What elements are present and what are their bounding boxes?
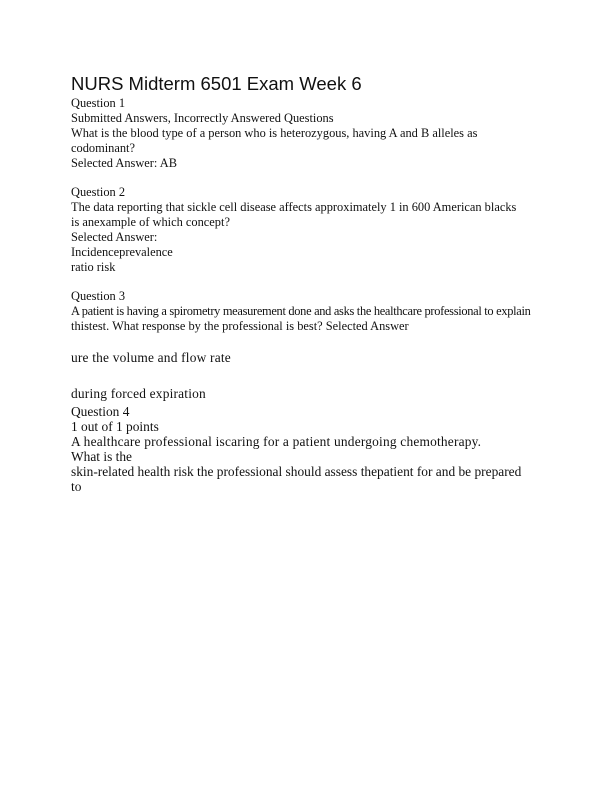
- question-4-heading: Question 4: [71, 404, 130, 419]
- question-4-points: 1 out of 1 points: [71, 419, 159, 434]
- question-3-answer-line-1: ure the volume and flow rate: [71, 350, 231, 365]
- question-1-text-line-2: codominant?: [71, 141, 135, 155]
- question-2-text-line-2: is anexample of which concept?: [71, 215, 230, 229]
- question-3-answer-line-2: during forced expiration: [71, 386, 206, 401]
- question-1-heading: Question 1: [71, 96, 126, 110]
- question-2-heading: Question 2: [71, 185, 126, 199]
- question-4-text-line-2: What is the: [71, 449, 132, 464]
- question-2-answer-line-1: Incidenceprevalence: [71, 245, 173, 259]
- question-1-selected-answer: Selected Answer: AB: [71, 156, 177, 170]
- question-3-heading: Question 3: [71, 289, 126, 303]
- question-4-text-line-3: skin-related health risk the professional should assess thepatient for and be prepared: [71, 464, 522, 479]
- question-2-answer-line-2: ratio risk: [71, 260, 116, 274]
- question-1-status: Submitted Answers, Incorrectly Answered Questions: [71, 111, 334, 125]
- question-1-text-line-1: What is the blood type of a person who is heterozygous, having A and B alleles as: [71, 126, 478, 140]
- question-2-selected-answer-label: Selected Answer:: [71, 230, 158, 244]
- question-3-text-line-1: A patient is having a spirometry measurement done and asks the healthcare professional to explain: [71, 304, 531, 318]
- page-title: NURS Midterm 6501 Exam Week 6: [71, 73, 362, 94]
- question-4-text-line-4: to: [71, 479, 82, 494]
- question-4-text-line-1: A healthcare professional iscaring for a patient undergoing chemotherapy.: [71, 434, 482, 449]
- question-2-text-line-1: The data reporting that sickle cell disease affects approximately 1 in 600 American blacks: [71, 200, 517, 214]
- question-3-text-line-2: thistest. What response by the professional is best? Selected Answer: [71, 319, 409, 333]
